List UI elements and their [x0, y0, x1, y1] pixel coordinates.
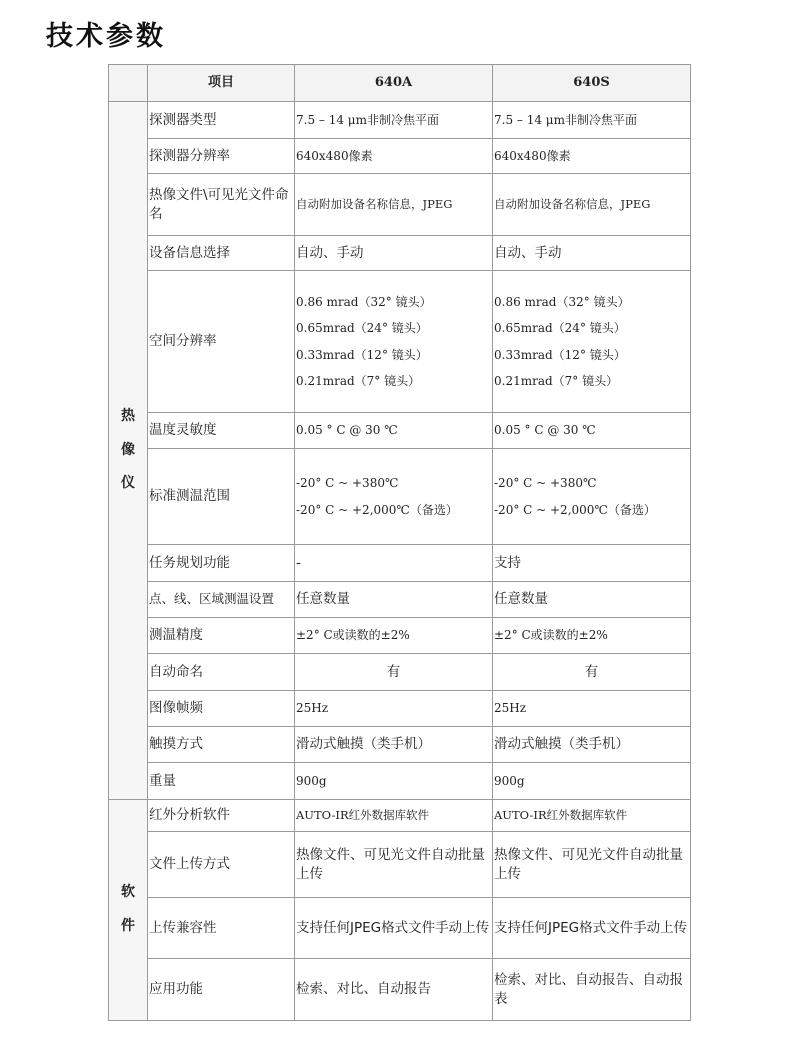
table-row	[109, 654, 691, 691]
cell-640s: 900g	[493, 763, 691, 800]
cell-640s: 自动、手动	[493, 236, 691, 271]
table-row	[109, 763, 691, 800]
cell-640s: 检索、对比、自动报告、自动报表	[493, 959, 691, 1021]
cell-line: 0.86 mrad（32° 镜头）	[296, 295, 432, 310]
cell-line: 0.21mrad（7° 镜头）	[494, 373, 619, 388]
cell-640s: 0.05 ° C @ 30 ℃	[493, 413, 691, 449]
table-row	[109, 236, 691, 271]
row-item: 图像帧频	[148, 691, 295, 727]
cell-line: -20° C ~ +380℃	[494, 476, 597, 491]
cell-640a: 自动附加设备名称信息，JPEG	[295, 174, 493, 236]
cell-640a: 支持任何JPEG格式文件手动上传	[295, 898, 493, 959]
cell-640a: 自动、手动	[295, 236, 493, 271]
cell-640a: AUTO-IR红外数据库软件	[295, 800, 493, 832]
cell-640a: ±2° C或读数的±2%	[295, 618, 493, 654]
row-item: 测温精度	[148, 618, 295, 654]
table-row	[109, 618, 691, 654]
table-row	[109, 898, 691, 959]
cell-640a	[295, 271, 493, 413]
cell-640a: 任意数量	[295, 582, 493, 618]
cell-640s: 热像文件、可见光文件自动批量上传	[493, 832, 691, 898]
cell-line: 0.33mrad（12° 镜头）	[494, 347, 626, 362]
cell-line: 0.65mrad（24° 镜头）	[296, 321, 428, 336]
table-row	[109, 727, 691, 763]
row-item: 上传兼容性	[148, 898, 295, 959]
cell-line: 0.21mrad（7° 镜头）	[296, 373, 421, 388]
table-row	[109, 413, 691, 449]
cell-640s: 任意数量	[493, 582, 691, 618]
page-title: 技术参数	[46, 21, 166, 52]
header-640s: 640S	[493, 65, 691, 102]
table-row	[109, 139, 691, 174]
cell-line: -20° C ~ +2,000℃（备选）	[494, 502, 656, 517]
spec-table	[108, 64, 691, 1021]
cell-line: 0.65mrad（24° 镜头）	[494, 321, 626, 336]
row-item: 探测器分辨率	[148, 139, 295, 174]
row-item: 点、线、区域测温设置	[148, 582, 295, 618]
cell-640a	[295, 449, 493, 545]
table-row	[109, 800, 691, 832]
cell-640s: 滑动式触摸（类手机）	[493, 727, 691, 763]
cell-640a: 滑动式触摸（类手机）	[295, 727, 493, 763]
cell-640s: ±2° C或读数的±2%	[493, 618, 691, 654]
row-item: 触摸方式	[148, 727, 295, 763]
cell-640a: 900g	[295, 763, 493, 800]
row-item: 文件上传方式	[148, 832, 295, 898]
row-item: 自动命名	[148, 654, 295, 691]
table-row	[109, 691, 691, 727]
cell-640a: 0.05 ° C @ 30 ℃	[295, 413, 493, 449]
cell-640s	[493, 271, 691, 413]
cell-640s: 25Hz	[493, 691, 691, 727]
cell-line: -20° C ~ +380℃	[296, 476, 399, 491]
table-row	[109, 959, 691, 1021]
table-row	[109, 102, 691, 139]
table-row	[109, 832, 691, 898]
table-row	[109, 449, 691, 545]
table-row	[109, 271, 691, 413]
table-row	[109, 582, 691, 618]
cell-640a: -	[295, 545, 493, 582]
cell-640s: 有	[493, 654, 691, 691]
cell-640s: AUTO-IR红外数据库软件	[493, 800, 691, 832]
cell-line: 0.33mrad（12° 镜头）	[296, 347, 428, 362]
row-item: 应用功能	[148, 959, 295, 1021]
cell-640a: 有	[295, 654, 493, 691]
header-group	[109, 65, 148, 102]
table-row	[109, 545, 691, 582]
cell-640s: 640x480像素	[493, 139, 691, 174]
cell-640a: 7.5 – 14 μm非制冷焦平面	[295, 102, 493, 139]
row-item: 红外分析软件	[148, 800, 295, 832]
cell-640a: 640x480像素	[295, 139, 493, 174]
cell-640s: 支持任何JPEG格式文件手动上传	[493, 898, 691, 959]
header-item: 项目	[148, 65, 295, 102]
table-row	[109, 174, 691, 236]
cell-line: -20° C ~ +2,000℃（备选）	[296, 502, 458, 517]
cell-640s: 自动附加设备名称信息，JPEG	[493, 174, 691, 236]
row-item: 温度灵敏度	[148, 413, 295, 449]
cell-640a: 热像文件、可见光文件自动批量上传	[295, 832, 493, 898]
cell-640s: 7.5 – 14 μm非制冷焦平面	[493, 102, 691, 139]
header-640a: 640A	[295, 65, 493, 102]
cell-640s	[493, 449, 691, 545]
row-item: 探测器类型	[148, 102, 295, 139]
cell-640a: 检索、对比、自动报告	[295, 959, 493, 1021]
cell-640a: 25Hz	[295, 691, 493, 727]
row-item: 空间分辨率	[148, 271, 295, 413]
cell-640s: 支持	[493, 545, 691, 582]
cell-line: 0.86 mrad（32° 镜头）	[494, 295, 630, 310]
table-header-row	[109, 65, 691, 102]
row-item: 标准测温范围	[148, 449, 295, 545]
row-item: 热像文件\可见光文件命名	[148, 174, 295, 236]
group-label-thermal-imager: 热 像 仪	[109, 102, 148, 800]
row-item: 设备信息选择	[148, 236, 295, 271]
group-label-software: 软 件	[109, 800, 148, 1021]
row-item: 重量	[148, 763, 295, 800]
row-item: 任务规划功能	[148, 545, 295, 582]
